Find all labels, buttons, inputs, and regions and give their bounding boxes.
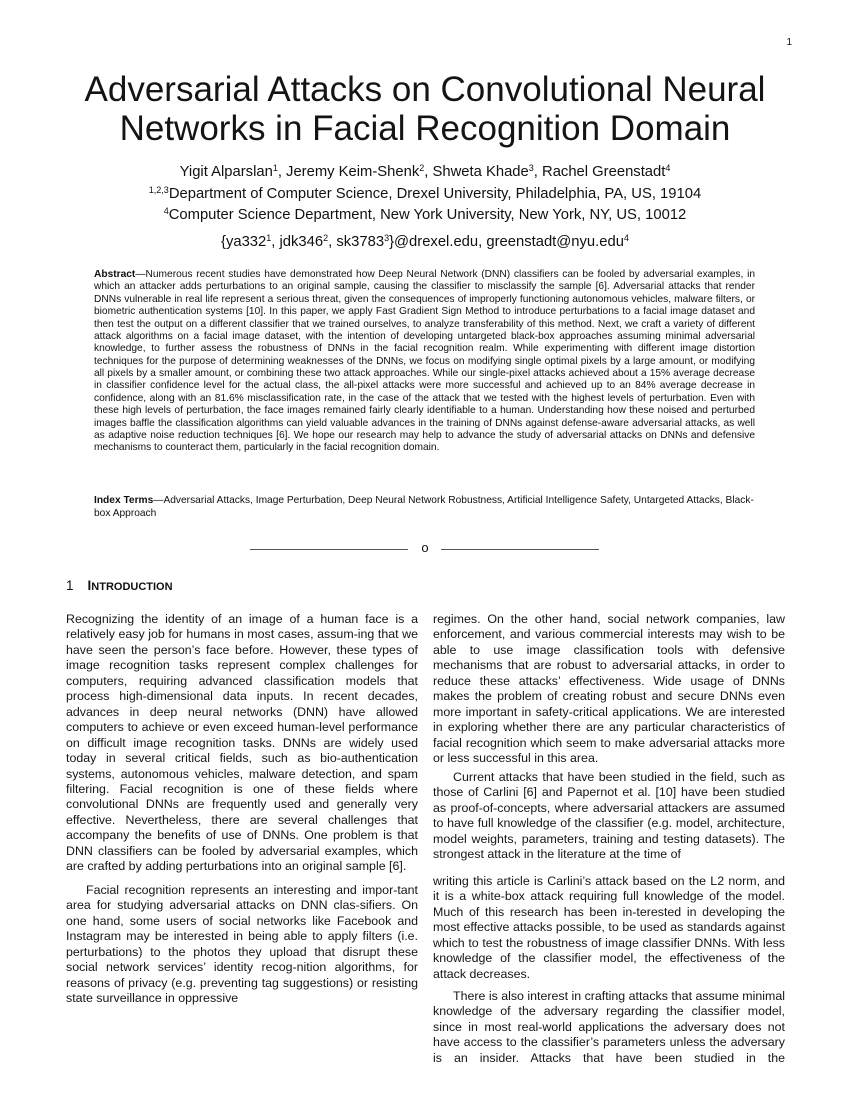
email-2: , jdk346	[271, 234, 324, 250]
body-paragraph: There is also interest in crafting attacks that assume minimal knowledge of the adversary regarding the classifier model, since in most real-world applications the adversary does not have access to the classifier’s parameters unless the adversary is an insider. Attacks that have been studied in the	[433, 989, 785, 1065]
divider-rule-left	[250, 549, 408, 550]
body-paragraph: writing this article is Carlini’s attack based on the L2 norm, and it is a white-box attack requiring full knowledge of the model. Much of this research has been in-terested in developing the most effective attacks possible, to be used as standards against which to test the robustness of image classifier DNNs. With less knowledge of the classifier model, the effectiveness of the attack decreases.	[433, 874, 785, 981]
affiliation-1-sup: 1,2,3	[148, 184, 169, 195]
abstract-label: Abstract	[94, 269, 136, 280]
index-terms	[94, 495, 755, 520]
abstract	[94, 269, 755, 455]
author-4: , Rachel Greenstadt	[533, 164, 666, 180]
body-paragraph: Recognizing the identity of an image of a human face is a relatively easy job for humans in most cases, assum-ing that we have seen the person’s face before. However, these types of image recognition tasks represent complex challenges for computers, requiring advanced classification models that process high-dimensional data inputs. In recent decades, advances in deep neural networks (DNN) have allowed computers to achieve or even exceed human-level performance on difficult image recognition tasks. DNNs are widely used today in several critical fields, such as bio-authentication systems, autonomous vehicles, malware detection, and spam filtering. Facial recognition is one of these fields where convolutional DNNs are frequently used and generally very effective. Nevertheless, there are several challenges that accompany the benefits of use of DNNs. One problem is that DNN classifiers can be fooled by adversarial examples, which are crafted by adding perturbations into an original sample [6].	[66, 612, 418, 874]
affiliation-2-text: Computer Science Department, New York University, New York, NY, US, 10012	[168, 207, 687, 223]
section-title-rest: NTRODUCTION	[91, 581, 173, 593]
affiliation-2	[60, 205, 790, 227]
index-terms-text: —Adversarial Attacks, Image Perturbation, Deep Neural Network Robustness, Artificial Intelligence Safety, Untargeted Attacks, Black-box Approach	[94, 495, 754, 519]
body-paragraph: regimes. On the other hand, social network companies, law enforcement, and various commercial interests may wish to be able to use image classification tools with defensive mechanisms that are robust to adversarial attacks, in order to reduce these attacks’ effectiveness. Wide usage of DNNs makes the problem of creating robust and secure DNNs even more important in safety-critical applications. We are interested in exploring whether there are any particular characteristics of facial recognition which seem to make adversarial attacks more or less successful in this area.	[433, 612, 785, 766]
email-4: }@drexel.edu, greenstadt@nyu.edu	[389, 234, 624, 250]
title-line-1: Adversarial Attacks on Convolutional Neural	[84, 70, 766, 109]
author-block	[60, 162, 790, 227]
email-3: , sk3783	[328, 234, 385, 250]
section-title-initial: I	[87, 578, 92, 593]
affiliation-2-sup: 4	[163, 206, 169, 216]
author-2: , Jeremy Keim-Shenk	[277, 164, 420, 180]
author-4-sup: 4	[665, 163, 671, 173]
email-1-sup: 1	[266, 233, 272, 243]
author-2-sup: 2	[419, 163, 425, 173]
author-emails	[60, 234, 790, 250]
author-names	[60, 162, 790, 184]
title-line-2: Networks in Facial Recognition Domain	[119, 109, 731, 148]
section-heading	[66, 578, 173, 593]
email-1: {ya332	[221, 234, 267, 250]
author-3: , Shweta Khade	[424, 164, 529, 180]
email-3-sup: 3	[384, 233, 390, 243]
affiliation-1	[60, 184, 790, 206]
divider-mark: o	[421, 540, 429, 555]
body-paragraph: Facial recognition represents an interesting and impor-tant area for studying adversarial attacks on DNN clas-sifiers. On one hand, some users of social networks like Facebook and Instagram may be interested in being able to apply filters (i.e. perturbations) to the photos they upload that disrupt these social network services’ identity recog-nition algorithms, for reasons of privacy (e.g. preventing tag suggestions) or resisting state surveillance in oppressive	[66, 883, 418, 1006]
paper-title	[60, 70, 790, 148]
section-number: 1	[66, 578, 74, 593]
body-paragraph: Current attacks that have been studied in the field, such as those of Carlini [6] and Papernot et al. [10] have been studied as proof-of-concepts, where adversarial attackers are assumed to have full knowledge of the classifier (e.g. model, architecture, model weights, parameters, training and testing datasets). The strongest attack in the literature at the time of	[433, 770, 785, 862]
author-1-sup: 1	[272, 163, 278, 173]
abstract-text: —Numerous recent studies have demonstrated how Deep Neural Network (DNN) classifiers can be fooled by adversarial examples, in which an attacker adds perturbations to an original sample, causing the classifier to misclassify the sample [6]. Adversarial attacks that render DNNs vulnerable in real life represent a serious threat, given the consequences of improperly functioning autonomous vehicles, malware filters, or biometric authentication systems [10]. In this paper, we apply Fast Gradient Sign Method to introduce perturbations to a facial image dataset and then test the output on a different classifier that we trained ourselves, to analyze transferability of this method. Next, we craft a variety of different attack algorithms on a facial image dataset, with the intention of developing untargeted black-box approaches assuming minimal adversarial knowledge, to further assess the robustness of DNNs in the facial recognition realm. While experimenting with different image distortion techniques for the purpose of determining weaknesses of the DNNs, we focus on modifying single optimal pixels by a large amount, or modifying all pixels by a smaller amount, or combining these two attack approaches. While our single-pixel attacks achieved about a 15% average decrease in classifier confidence level for the actual class, the all-pixel attacks were more successful and achieved up to an 84% average decrease in confidence, along with an 81.6% misclassification rate, in the case of the attack that we tested with the highest levels of perturbation. Even with these high levels of perturbation, the face images remained fairly clearly identifiable to a human. Understanding how these noised and perturbed images baffle the classification algorithms can yield valuable advances in the training of DNNs against defense-aware adversarial attacks, as well as adaptive noise reduction techniques [6]. We hope our research may help to advance the study of adversarial attacks on DNNs and defensive mechanisms to counteract them, particularly in the facial recognition domain.	[94, 269, 755, 454]
affiliation-1-text: Department of Computer Science, Drexel University, Philadelphia, PA, US, 19104	[168, 185, 702, 202]
email-2-sup: 2	[323, 233, 329, 243]
index-terms-label: Index Terms	[94, 495, 154, 506]
author-1: Yigit Alparslan	[179, 164, 273, 180]
page-number: 1	[786, 37, 792, 48]
author-3-sup: 3	[528, 163, 534, 173]
email-4-sup: 4	[623, 233, 629, 243]
divider-rule-right	[441, 549, 599, 550]
